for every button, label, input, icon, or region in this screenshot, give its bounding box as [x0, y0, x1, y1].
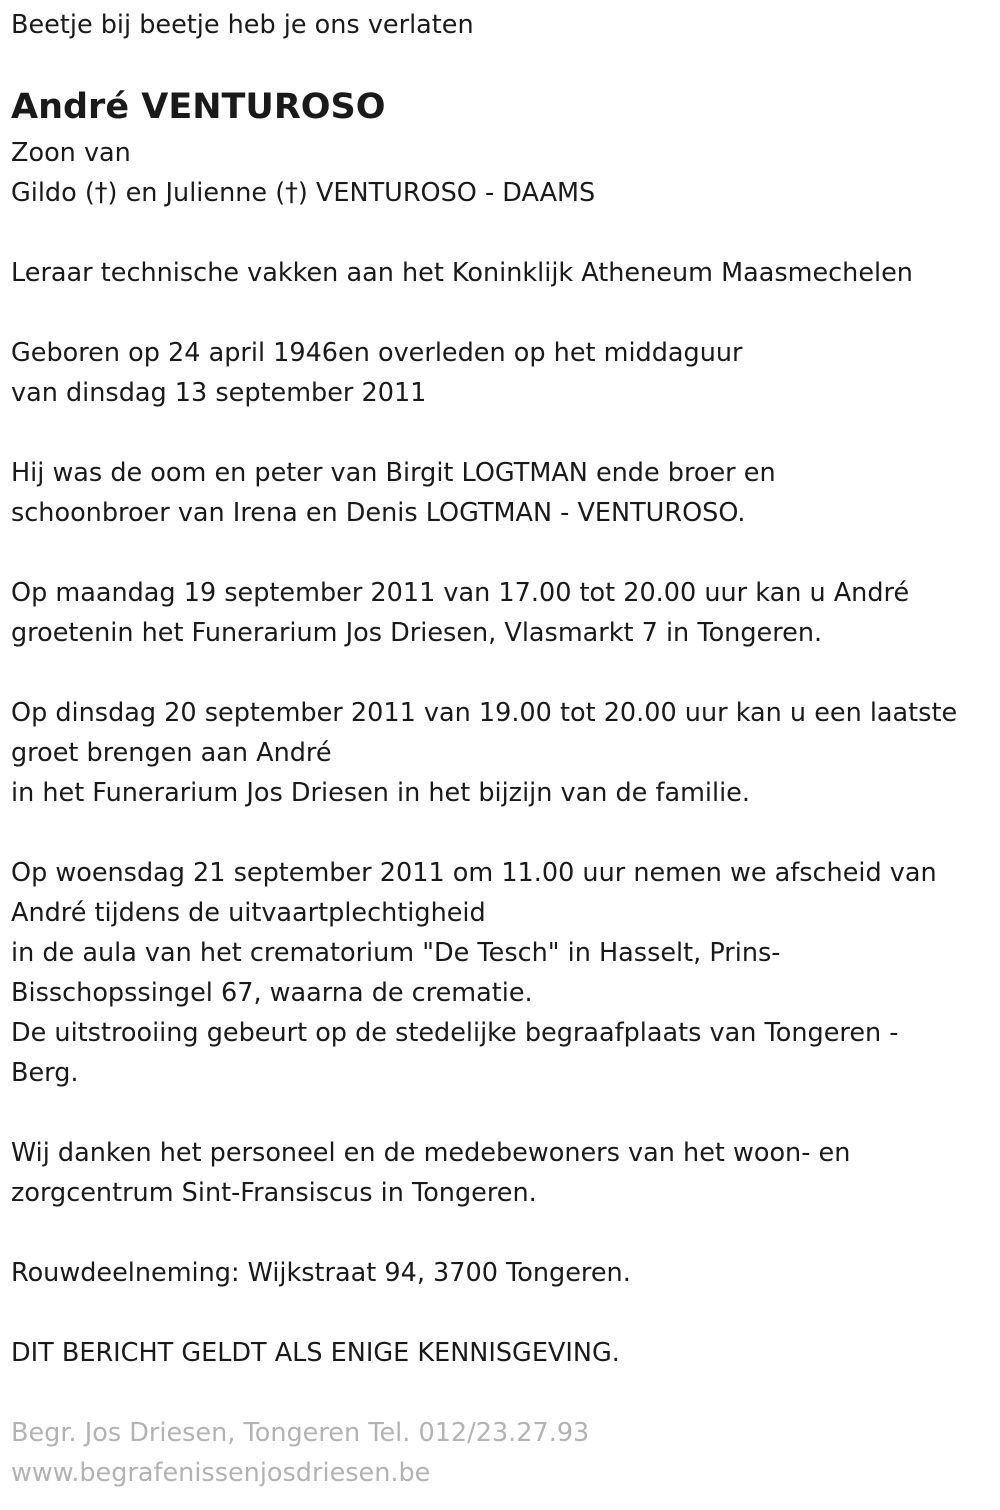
condolences-section	[11, 1253, 631, 1293]
thanks-section	[11, 1133, 850, 1213]
birth-death-line: van dinsdag 13 september 2011	[11, 378, 427, 408]
funeral-home-contact: Begr. Jos Driesen, Tongeren Tel. 012/23.27.93	[11, 1418, 590, 1448]
occupation-section	[11, 253, 913, 293]
notice-text: DIT BERICHT GELDT ALS ENIGE KENNISGEVING.	[11, 1338, 620, 1368]
deceased-name: André VENTUROSO	[11, 87, 386, 127]
intro-text: Beetje bij beetje heb je ons verlaten	[11, 10, 474, 40]
ceremony-line: André tijdens de uitvaartplechtigheid	[11, 898, 486, 928]
visitation-1-section	[11, 573, 909, 653]
relations-line: schoonbroer van Irena en Denis LOGTMAN - VENTUROSO.	[11, 498, 746, 528]
notice-section	[11, 1333, 620, 1373]
ceremony-line: Berg.	[11, 1058, 79, 1088]
visitation-line: Op maandag 19 september 2011 van 17.00 tot 20.00 uur kan u André	[11, 578, 910, 608]
condolences-address: Rouwdeelneming: Wijkstraat 94, 3700 Tongeren.	[11, 1258, 631, 1288]
funeral-home-website[interactable]: www.begrafenissenjosdriesen.be	[11, 1458, 431, 1488]
thanks-line: Wij danken het personeel en de medebewoners van het woon- en	[11, 1138, 851, 1168]
visitation-2-section	[11, 693, 957, 813]
parents-section	[11, 133, 595, 213]
relations-line: Hij was de oom en peter van Birgit LOGTMAN ende broer en	[11, 458, 776, 488]
ceremony-line: Bisschopssingel 67, waarna de crematie.	[11, 978, 533, 1008]
parents-line: Gildo (†) en Julienne (†) VENTUROSO - DAAMS	[11, 178, 596, 208]
visitation-line: Op dinsdag 20 september 2011 van 19.00 tot 20.00 uur kan u een laatste	[11, 698, 958, 728]
birth-death-section	[11, 333, 743, 413]
parents-line: Zoon van	[11, 138, 131, 168]
visitation-line: groet brengen aan André	[11, 738, 332, 768]
ceremony-section	[11, 853, 937, 1093]
ceremony-line: De uitstrooiing gebeurt op de stedelijke begraafplaats van Tongeren -	[11, 1018, 899, 1048]
visitation-line: groetenin het Funerarium Jos Driesen, Vlasmarkt 7 in Tongeren.	[11, 618, 823, 648]
relations-section	[11, 453, 776, 533]
ceremony-line: Op woensdag 21 september 2011 om 11.00 uur nemen we afscheid van	[11, 858, 937, 888]
thanks-line: zorgcentrum Sint-Fransiscus in Tongeren.	[11, 1178, 537, 1208]
birth-death-line: Geboren op 24 april 1946en overleden op het middaguur	[11, 338, 743, 368]
visitation-line: in het Funerarium Jos Driesen in het bijzijn van de familie.	[11, 778, 750, 808]
occupation-text: Leraar technische vakken aan het Koninklijk Atheneum Maasmechelen	[11, 258, 913, 288]
ceremony-line: in de aula van het crematorium "De Tesch" in Hasselt, Prins-	[11, 938, 781, 968]
footer	[11, 1413, 589, 1493]
